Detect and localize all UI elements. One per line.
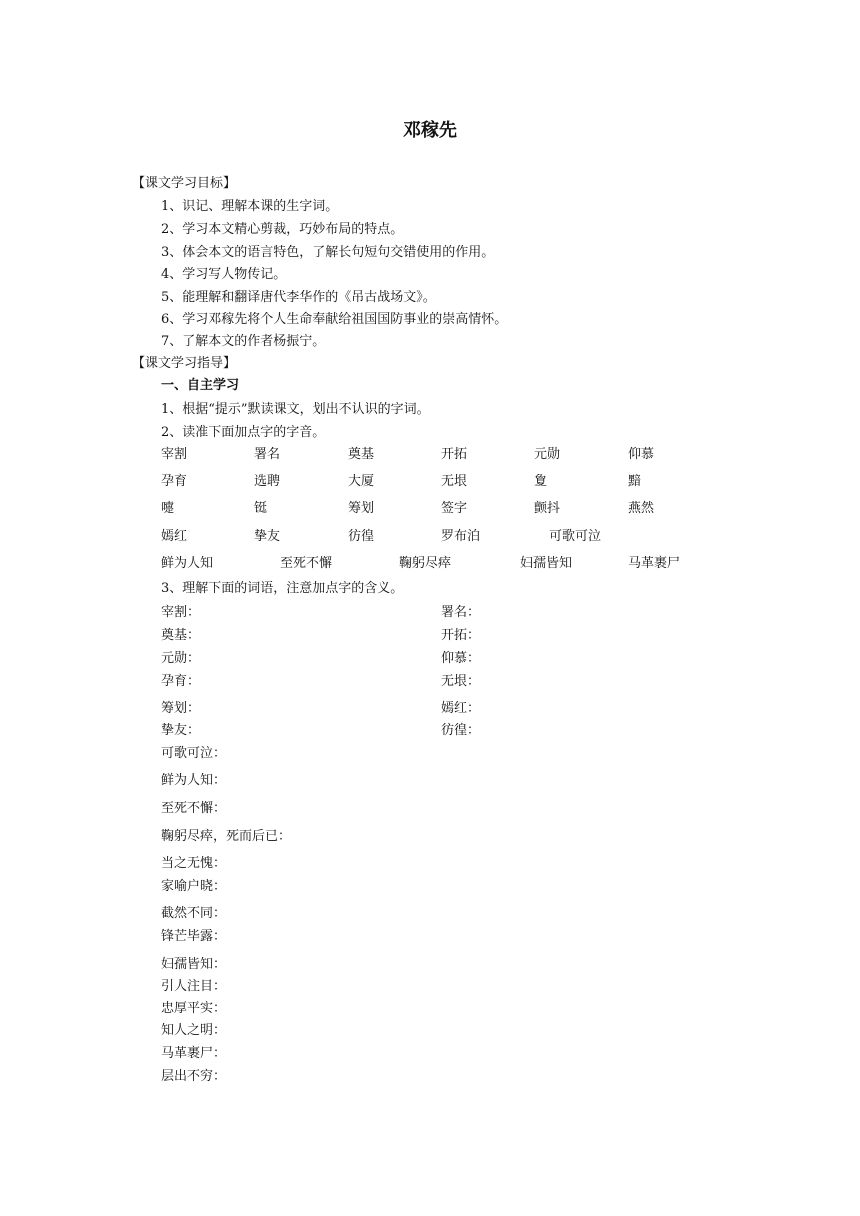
pron-word: 仰慕	[628, 447, 655, 462]
pron-word: 宰割	[161, 447, 188, 462]
pron-word: 颤抖	[534, 501, 561, 516]
meaning-term: 至死不懈：	[161, 801, 227, 816]
meaning-term: 彷徨：	[441, 723, 481, 738]
pron-word: 大厦	[348, 474, 375, 489]
meaning-term: 当之无愧：	[161, 856, 227, 871]
meaning-term: 元勋：	[161, 651, 201, 666]
goal-item: 1、识记、理解本课的生字词。	[161, 199, 339, 214]
goal-item: 5、能理解和翻译唐代李华作的《吊古战场文》。	[161, 290, 436, 305]
pron-word: 彷徨	[348, 529, 375, 544]
meaning-term: 可歌可泣：	[161, 746, 227, 761]
meaning-term: 鞠躬尽瘁，死而后已：	[161, 829, 292, 844]
meaning-term: 无垠：	[441, 674, 481, 689]
part1-title: 一、自主学习	[161, 378, 240, 393]
pron-word: 可歌可泣	[549, 529, 602, 544]
pron-word: 夐	[534, 474, 548, 489]
goal-item: 3、体会本文的语言特色，了解长句短句交错使用的作用。	[161, 245, 495, 260]
pron-word: 黯	[628, 474, 642, 489]
meaning-term: 知人之明：	[161, 1023, 227, 1038]
pron-word: 鞠躬尽瘁	[399, 556, 452, 571]
meaning-term: 层出不穷：	[161, 1069, 227, 1084]
pron-word: 选聘	[254, 474, 281, 489]
pron-word: 罗布泊	[441, 529, 481, 544]
pron-word: 妇孺皆知	[520, 556, 573, 571]
pron-word: 鲜为人知	[161, 556, 214, 571]
meaning-term: 筹划：	[161, 701, 201, 716]
pron-word: 无垠	[441, 474, 468, 489]
meaning-term: 挚友：	[161, 723, 201, 738]
pron-word: 奠基	[348, 447, 375, 462]
pron-word: 孕育	[161, 474, 188, 489]
goals-header: 【课文学习目标】	[132, 176, 237, 191]
goal-item: 7、了解本文的作者杨振宁。	[161, 334, 326, 349]
meaning-term: 署名：	[441, 605, 481, 620]
pron-word: 铤	[254, 501, 268, 516]
step1-text: 1、根据“提示”默读课文，划出不认识的字词。	[161, 402, 430, 417]
pron-word: 元勋	[534, 447, 561, 462]
guide-header: 【课文学习指导】	[132, 356, 237, 371]
pron-word: 筹划	[348, 501, 375, 516]
goal-item: 4、学习写人物传记。	[161, 267, 287, 282]
meaning-term: 锋芒毕露：	[161, 929, 227, 944]
pron-word: 嫣红	[161, 529, 188, 544]
meaning-term: 妇孺皆知：	[161, 957, 227, 972]
meaning-term: 忠厚平实：	[161, 1001, 227, 1016]
pron-word: 嚏	[161, 501, 175, 516]
meaning-term: 孕育：	[161, 674, 201, 689]
goal-item: 2、学习本文精心剪裁，巧妙布局的特点。	[161, 222, 404, 237]
meaning-term: 截然不同：	[161, 906, 227, 921]
meaning-term: 宰割：	[161, 605, 201, 620]
page-title: 邓稼先	[403, 120, 457, 141]
pron-word: 燕然	[628, 501, 655, 516]
meaning-term: 开拓：	[441, 628, 481, 643]
step3-text: 3、理解下面的词语，注意加点字的含义。	[161, 581, 404, 596]
meaning-term: 奠基：	[161, 628, 201, 643]
pron-word: 马革裹尸	[628, 556, 681, 571]
pron-word: 签字	[441, 501, 468, 516]
meaning-term: 仰慕：	[441, 651, 481, 666]
pron-word: 开拓	[441, 447, 468, 462]
pron-word: 至死不懈	[280, 556, 333, 571]
pron-word: 署名	[254, 447, 281, 462]
meaning-term: 家喻户晓：	[161, 879, 227, 894]
step2-text: 2、读准下面加点字的字音。	[161, 425, 326, 440]
goal-item: 6、学习邓稼先将个人生命奉献给祖国国防事业的崇高情怀。	[161, 312, 508, 327]
meaning-term: 马革裹尸：	[161, 1046, 227, 1061]
meaning-term: 鲜为人知：	[161, 773, 227, 788]
pron-word: 挚友	[254, 529, 281, 544]
meaning-term: 引人注目：	[161, 979, 227, 994]
meaning-term: 嫣红：	[441, 701, 481, 716]
